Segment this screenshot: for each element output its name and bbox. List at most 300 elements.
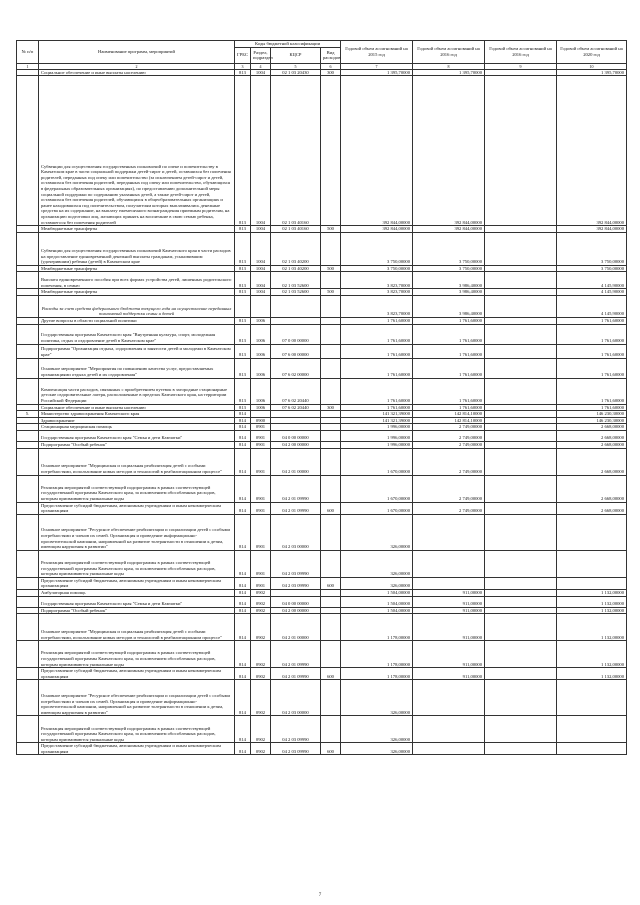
cell-c: 1 132,00000 bbox=[557, 589, 627, 596]
cell-n bbox=[17, 668, 39, 680]
cell-g: 813 bbox=[235, 378, 251, 404]
table-row bbox=[17, 448, 627, 475]
cell-r: 1004 bbox=[251, 69, 271, 76]
cell-n bbox=[17, 596, 39, 607]
table-row bbox=[17, 475, 627, 502]
cell-name: Компенсация части расходов, связанных с приобретением путевок в загородные стационарные детские оздоровительные лагеря, расположенные в пределах Камчатского края, на территории Российской Федерации bbox=[39, 378, 235, 404]
cell-k bbox=[271, 295, 321, 317]
column-index-cell: 7 bbox=[341, 63, 413, 69]
table-row bbox=[17, 614, 627, 641]
table-row bbox=[17, 378, 627, 404]
cell-v bbox=[321, 324, 341, 344]
cell-n bbox=[17, 378, 39, 404]
cell-g: 814 bbox=[235, 448, 251, 475]
cell-g: 814 bbox=[235, 596, 251, 607]
cell-b: 3 986,40000 bbox=[413, 295, 485, 317]
cell-v bbox=[321, 430, 341, 441]
cell-c2 bbox=[485, 448, 557, 475]
cell-b: 2 749,00000 bbox=[413, 502, 485, 514]
cell-c2 bbox=[485, 378, 557, 404]
cell-g: 814 bbox=[235, 441, 251, 448]
cell-c: 1 761,60000 bbox=[557, 404, 627, 411]
cell-b: 911,00000 bbox=[413, 596, 485, 607]
cell-c: 1 132,00000 bbox=[557, 641, 627, 668]
cell-v bbox=[321, 76, 341, 226]
cell-r: 0901 bbox=[251, 475, 271, 502]
header-codes-group: Коды бюджетной классификации bbox=[235, 41, 341, 48]
cell-c: 392 844,00000 bbox=[557, 226, 627, 233]
cell-r: 1006 bbox=[251, 317, 271, 324]
table-row bbox=[17, 344, 627, 358]
cell-v: 600 bbox=[321, 668, 341, 680]
cell-name: Основное мероприятие "Ресурсное обеспечение реабилитации и социализации детей с особыми потребностями и членов их семей. Организация и проведение информационно-просветительской кампании, направленной на развитие толерантности в отношении к детям, имеющим нарушения в развитии" bbox=[39, 514, 235, 550]
cell-k: 04 2 01 09990 bbox=[271, 668, 321, 680]
cell-v: 500 bbox=[321, 226, 341, 233]
cell-r: 0902 bbox=[251, 607, 271, 614]
table-row bbox=[17, 272, 627, 289]
cell-r: 0901 bbox=[251, 550, 271, 577]
cell-b: 911,00000 bbox=[413, 607, 485, 614]
cell-c bbox=[557, 680, 627, 716]
page-number: 7 bbox=[318, 893, 322, 898]
cell-name: Основное мероприятие "Мероприятия по повышению качества услуг, предоставляемых организациями отдыха детей и их оздоровления" bbox=[39, 358, 235, 378]
cell-c: 1 132,00000 bbox=[557, 596, 627, 607]
cell-a: 326,00000 bbox=[341, 550, 413, 577]
cell-r: 0902 bbox=[251, 641, 271, 668]
cell-r: 0902 bbox=[251, 589, 271, 596]
cell-b: 2 749,00000 bbox=[413, 441, 485, 448]
cell-n bbox=[17, 417, 39, 424]
cell-a: 1 761,60000 bbox=[341, 324, 413, 344]
header-ksr: КЦСР bbox=[271, 47, 321, 63]
cell-c: 2 668,00000 bbox=[557, 448, 627, 475]
cell-a: 141 321,39000 bbox=[341, 411, 413, 418]
cell-n bbox=[17, 404, 39, 411]
cell-v bbox=[321, 589, 341, 596]
cell-c2 bbox=[485, 430, 557, 441]
table-row bbox=[17, 76, 627, 226]
cell-b bbox=[413, 716, 485, 743]
table-body bbox=[17, 69, 627, 755]
cell-c: 3 750,00000 bbox=[557, 232, 627, 265]
cell-r: 0902 bbox=[251, 614, 271, 641]
column-index-cell: 4 bbox=[251, 63, 271, 69]
cell-v bbox=[321, 295, 341, 317]
table-row bbox=[17, 358, 627, 378]
cell-g: 814 bbox=[235, 424, 251, 431]
cell-g: 814 bbox=[235, 641, 251, 668]
cell-name: Государственная программа Камчатского края "Семья и дети Камчатки" bbox=[39, 430, 235, 441]
cell-c2 bbox=[485, 344, 557, 358]
table-row bbox=[17, 441, 627, 448]
cell-c: 2 668,00000 bbox=[557, 502, 627, 514]
cell-b: 142 814,10000 bbox=[413, 417, 485, 424]
table-row bbox=[17, 289, 627, 296]
cell-r: 1004 bbox=[251, 76, 271, 226]
table-row bbox=[17, 404, 627, 411]
cell-r bbox=[251, 295, 271, 317]
cell-n bbox=[17, 502, 39, 514]
cell-c: 4 145,90000 bbox=[557, 289, 627, 296]
cell-c2 bbox=[485, 680, 557, 716]
cell-k: 02 1 03 52600 bbox=[271, 289, 321, 296]
cell-b: 3 986,40000 bbox=[413, 272, 485, 289]
column-index-cell: 10 bbox=[557, 63, 627, 69]
cell-name: Основное мероприятие "Ресурсное обеспечение реабилитации и социализации детей с особыми потребностями и членов их семей. Организация и проведение информационно-просветительской кампании, направленной на развитие толерантности в отношении к детям, имеющим нарушения в развитии" bbox=[39, 680, 235, 716]
cell-c2 bbox=[485, 577, 557, 589]
cell-k: 02 1 03 40200 bbox=[271, 265, 321, 272]
cell-n bbox=[17, 69, 39, 76]
cell-g: 814 bbox=[235, 577, 251, 589]
cell-r: 1004 bbox=[251, 289, 271, 296]
cell-g: 814 bbox=[235, 668, 251, 680]
cell-k: 07 6 00 00000 bbox=[271, 344, 321, 358]
cell-b: 2 749,00000 bbox=[413, 424, 485, 431]
cell-v: 600 bbox=[321, 577, 341, 589]
cell-k: 04 2 03 09990 bbox=[271, 743, 321, 755]
cell-c: 146 230,30000 bbox=[557, 417, 627, 424]
table-row bbox=[17, 417, 627, 424]
table-row bbox=[17, 668, 627, 680]
cell-k: 07 6 02 00000 bbox=[271, 358, 321, 378]
cell-c: 1 761,60000 bbox=[557, 317, 627, 324]
header-2017: Годовой объем ассигнований на 2020 год bbox=[557, 41, 627, 64]
cell-c2 bbox=[485, 614, 557, 641]
cell-g: 813 bbox=[235, 358, 251, 378]
cell-v bbox=[321, 417, 341, 424]
cell-k: 02 1 03 40200 bbox=[271, 232, 321, 265]
cell-r: 1006 bbox=[251, 358, 271, 378]
cell-a: 1 761,60000 bbox=[341, 317, 413, 324]
cell-r: 1004 bbox=[251, 232, 271, 265]
cell-c2 bbox=[485, 502, 557, 514]
cell-a: 326,00000 bbox=[341, 743, 413, 755]
header-2016: Годовой объем ассигнований на 2016 год bbox=[413, 41, 485, 64]
cell-g: 813 bbox=[235, 232, 251, 265]
cell-name: Предоставление субсидий бюджетным, автономным учреждениям и иным некоммерческим организациям bbox=[39, 668, 235, 680]
cell-b: 1 395,70000 bbox=[413, 69, 485, 76]
cell-k: 04 2 01 09990 bbox=[271, 475, 321, 502]
cell-c: 2 668,00000 bbox=[557, 424, 627, 431]
cell-c2 bbox=[485, 76, 557, 226]
cell-g: 814 bbox=[235, 502, 251, 514]
table-row bbox=[17, 641, 627, 668]
cell-name: Министерство здравоохранения Камчатского края bbox=[39, 411, 235, 418]
cell-a: 1 761,60000 bbox=[341, 378, 413, 404]
cell-c: 1 132,00000 bbox=[557, 668, 627, 680]
table-row bbox=[17, 514, 627, 550]
cell-b: 1 761,60000 bbox=[413, 404, 485, 411]
cell-g: 813 bbox=[235, 344, 251, 358]
cell-k: 04 2 00 00000 bbox=[271, 441, 321, 448]
cell-c: 1 132,00000 bbox=[557, 614, 627, 641]
cell-b: 911,00000 bbox=[413, 668, 485, 680]
cell-c bbox=[557, 550, 627, 577]
cell-c2 bbox=[485, 317, 557, 324]
cell-c2 bbox=[485, 232, 557, 265]
cell-c2 bbox=[485, 475, 557, 502]
cell-n bbox=[17, 226, 39, 233]
header-2015: Годовой объем ассигнований на 2015 год bbox=[341, 41, 413, 64]
cell-v bbox=[321, 716, 341, 743]
cell-c: 4 145,90000 bbox=[557, 295, 627, 317]
cell-c: 1 132,00000 bbox=[557, 607, 627, 614]
cell-c bbox=[557, 577, 627, 589]
header-vr: Вид расходов bbox=[321, 47, 341, 63]
cell-k: 04 0 00 00000 bbox=[271, 430, 321, 441]
cell-r: 0902 bbox=[251, 743, 271, 755]
cell-c: 1 761,60000 bbox=[557, 378, 627, 404]
cell-n: 5. bbox=[17, 411, 39, 418]
cell-name: Межбюджетные трансферты bbox=[39, 289, 235, 296]
cell-n bbox=[17, 577, 39, 589]
cell-c bbox=[557, 716, 627, 743]
cell-a: 1 178,00000 bbox=[341, 641, 413, 668]
cell-r: 0902 bbox=[251, 668, 271, 680]
cell-k: 04 2 03 00000 bbox=[271, 514, 321, 550]
cell-n bbox=[17, 614, 39, 641]
cell-v: 500 bbox=[321, 289, 341, 296]
cell-r: 1006 bbox=[251, 404, 271, 411]
cell-k: 04 2 03 00000 bbox=[271, 680, 321, 716]
cell-v: 300 bbox=[321, 69, 341, 76]
cell-n bbox=[17, 448, 39, 475]
cell-n bbox=[17, 358, 39, 378]
cell-v bbox=[321, 596, 341, 607]
table-row bbox=[17, 550, 627, 577]
cell-v bbox=[321, 550, 341, 577]
cell-g: 814 bbox=[235, 716, 251, 743]
cell-k bbox=[271, 589, 321, 596]
cell-v bbox=[321, 411, 341, 418]
cell-a: 326,00000 bbox=[341, 680, 413, 716]
cell-k: 04 2 01 09990 bbox=[271, 641, 321, 668]
column-index-cell: 1 bbox=[17, 63, 39, 69]
table-row bbox=[17, 317, 627, 324]
cell-v: 600 bbox=[321, 743, 341, 755]
cell-name: Основное мероприятие "Медицинская и социальная реабилитация детей с особыми потребностями, использование новых методов и технологий в реабилитационном процессе" bbox=[39, 448, 235, 475]
column-index-cell: 6 bbox=[321, 63, 341, 69]
cell-name: Межбюджетные трансферты bbox=[39, 265, 235, 272]
cell-v bbox=[321, 680, 341, 716]
cell-v: 500 bbox=[321, 265, 341, 272]
cell-c: 1 761,60000 bbox=[557, 358, 627, 378]
cell-b: 1 761,60000 bbox=[413, 324, 485, 344]
document-page bbox=[16, 40, 626, 755]
cell-b: 3 750,00000 bbox=[413, 232, 485, 265]
cell-name: Межбюджетные трансферты bbox=[39, 226, 235, 233]
cell-k: 04 2 03 09990 bbox=[271, 550, 321, 577]
cell-a: 3 823,70000 bbox=[341, 295, 413, 317]
cell-g: 813 bbox=[235, 324, 251, 344]
cell-n bbox=[17, 76, 39, 226]
table-row bbox=[17, 743, 627, 755]
cell-g: 813 bbox=[235, 265, 251, 272]
cell-a: 3 750,00000 bbox=[341, 232, 413, 265]
cell-r bbox=[251, 411, 271, 418]
cell-b bbox=[413, 680, 485, 716]
cell-r: 0900 bbox=[251, 417, 271, 424]
cell-g bbox=[235, 295, 251, 317]
cell-k bbox=[271, 424, 321, 431]
cell-n bbox=[17, 317, 39, 324]
cell-k: 07 0 00 00000 bbox=[271, 324, 321, 344]
cell-b: 1 761,60000 bbox=[413, 378, 485, 404]
cell-g: 814 bbox=[235, 417, 251, 424]
cell-c: 4 145,90000 bbox=[557, 272, 627, 289]
cell-b bbox=[413, 743, 485, 755]
cell-v bbox=[321, 317, 341, 324]
cell-c2 bbox=[485, 411, 557, 418]
cell-n bbox=[17, 430, 39, 441]
cell-v: 600 bbox=[321, 502, 341, 514]
cell-a: 1 670,00000 bbox=[341, 502, 413, 514]
table-row bbox=[17, 232, 627, 265]
cell-name: Социальное обеспечение и иные выплаты населению bbox=[39, 404, 235, 411]
cell-name: Государственная программа Камчатского края "Семья и дети Камчатки" bbox=[39, 596, 235, 607]
cell-c2 bbox=[485, 514, 557, 550]
cell-c: 1 395,70000 bbox=[557, 69, 627, 76]
column-index-cell: 9 bbox=[485, 63, 557, 69]
cell-name: Предоставление субсидий бюджетным, автономным учреждениям и иным некоммерческим организациям bbox=[39, 743, 235, 755]
cell-v bbox=[321, 424, 341, 431]
cell-a: 1 504,00000 bbox=[341, 607, 413, 614]
cell-r: 0902 bbox=[251, 596, 271, 607]
cell-name: Другие вопросы в области социальной политики bbox=[39, 317, 235, 324]
table-row bbox=[17, 424, 627, 431]
cell-g: 813 bbox=[235, 272, 251, 289]
cell-v bbox=[321, 475, 341, 502]
cell-k: 04 2 00 00000 bbox=[271, 607, 321, 614]
cell-b: 1 761,60000 bbox=[413, 317, 485, 324]
cell-c2 bbox=[485, 226, 557, 233]
cell-g: 813 bbox=[235, 69, 251, 76]
cell-b bbox=[413, 550, 485, 577]
cell-c2 bbox=[485, 596, 557, 607]
cell-b: 1 761,60000 bbox=[413, 358, 485, 378]
cell-c2 bbox=[485, 607, 557, 614]
cell-k: 02 1 03 40160 bbox=[271, 226, 321, 233]
cell-b: 911,00000 bbox=[413, 614, 485, 641]
cell-b bbox=[413, 514, 485, 550]
cell-k bbox=[271, 317, 321, 324]
cell-a: 392 844,00000 bbox=[341, 76, 413, 226]
cell-r: 0901 bbox=[251, 441, 271, 448]
cell-name: Реализация мероприятий соответствующей подпрограммы в рамках соответствующей государственной программы Камчатского края, за исключением обособленных расходов, которым присваиваются уникальные коды bbox=[39, 475, 235, 502]
cell-r: 0901 bbox=[251, 430, 271, 441]
cell-name: Реализация мероприятий соответствующей подпрограммы в рамках соответствующей государственной программы Камчатского края, за исключением обособленных расходов, которым присваиваются уникальные коды bbox=[39, 641, 235, 668]
cell-a: 392 844,00000 bbox=[341, 226, 413, 233]
cell-c2 bbox=[485, 272, 557, 289]
header-num: № п/п bbox=[17, 41, 39, 64]
table-row bbox=[17, 265, 627, 272]
cell-n bbox=[17, 514, 39, 550]
cell-k: 04 2 01 09990 bbox=[271, 502, 321, 514]
cell-g: 814 bbox=[235, 475, 251, 502]
cell-g: 813 bbox=[235, 404, 251, 411]
cell-a: 1 395,70000 bbox=[341, 69, 413, 76]
cell-g: 814 bbox=[235, 550, 251, 577]
cell-n bbox=[17, 550, 39, 577]
cell-b: 392 844,00000 bbox=[413, 76, 485, 226]
cell-g: 814 bbox=[235, 614, 251, 641]
cell-v bbox=[321, 232, 341, 265]
header-razdel: Раздел, подраздел bbox=[251, 47, 271, 63]
cell-g: 814 bbox=[235, 680, 251, 716]
cell-c2 bbox=[485, 69, 557, 76]
cell-a: 326,00000 bbox=[341, 577, 413, 589]
cell-a: 1 761,60000 bbox=[341, 404, 413, 411]
budget-table bbox=[16, 40, 627, 755]
cell-c: 3 750,00000 bbox=[557, 265, 627, 272]
cell-a: 1 178,00000 bbox=[341, 614, 413, 641]
cell-name: Социальное обеспечение и иные выплаты населению bbox=[39, 69, 235, 76]
cell-v bbox=[321, 344, 341, 358]
cell-n bbox=[17, 424, 39, 431]
cell-c: 2 668,00000 bbox=[557, 430, 627, 441]
cell-n bbox=[17, 232, 39, 265]
cell-v bbox=[321, 514, 341, 550]
cell-b: 392 844,00000 bbox=[413, 226, 485, 233]
cell-name: Основное мероприятие "Медицинская и социальная реабилитация детей с особыми потребностями, использование новых методов и технологий в реабилитационном процессе" bbox=[39, 614, 235, 641]
cell-name: Реализация мероприятий соответствующей подпрограммы в рамках соответствующей государственной программы Камчатского края, за исключением обособленных расходов, которым присваиваются уникальные коды bbox=[39, 716, 235, 743]
header-name: Наименование программ, мероприятий bbox=[39, 41, 235, 64]
table-row bbox=[17, 411, 627, 418]
header-2016b: Годовой объем ассигнований на 2016 год bbox=[485, 41, 557, 64]
cell-name: Расходы за счет средств федерального бюджета текущего года на осуществление переданных полномочий поддержки семьи и детей bbox=[39, 295, 235, 317]
cell-name: Предоставление субсидий бюджетным, автономным учреждениям и иным некоммерческим организациям bbox=[39, 502, 235, 514]
column-index-cell: 2 bbox=[39, 63, 235, 69]
cell-a: 1 761,60000 bbox=[341, 344, 413, 358]
cell-n bbox=[17, 344, 39, 358]
column-index-cell: 8 bbox=[413, 63, 485, 69]
cell-c2 bbox=[485, 404, 557, 411]
cell-c2 bbox=[485, 265, 557, 272]
header-grbs: ГРБС bbox=[235, 47, 251, 63]
cell-b bbox=[413, 577, 485, 589]
cell-b: 2 749,00000 bbox=[413, 475, 485, 502]
cell-c: 146 230,30000 bbox=[557, 411, 627, 418]
table-row bbox=[17, 69, 627, 76]
table-row bbox=[17, 716, 627, 743]
cell-b: 3 750,00000 bbox=[413, 265, 485, 272]
table-row bbox=[17, 226, 627, 233]
cell-v bbox=[321, 641, 341, 668]
cell-r: 1006 bbox=[251, 378, 271, 404]
cell-a: 3 823,70000 bbox=[341, 272, 413, 289]
cell-r: 0901 bbox=[251, 502, 271, 514]
table-row bbox=[17, 324, 627, 344]
table-row bbox=[17, 577, 627, 589]
cell-name: Государственная программа Камчатского края "Внутренняя культура, спорт, молодежная политика, отдых и оздоровление детей в Камчатском крае" bbox=[39, 324, 235, 344]
cell-v bbox=[321, 448, 341, 475]
cell-c2 bbox=[485, 668, 557, 680]
cell-k: 02 1 03 52600 bbox=[271, 272, 321, 289]
table-row bbox=[17, 502, 627, 514]
cell-v bbox=[321, 614, 341, 641]
column-index-cell: 5 bbox=[271, 63, 321, 69]
cell-a: 1 504,00000 bbox=[341, 589, 413, 596]
cell-name: Подпрограмма "Организация отдыха, оздоровления и занятости детей и молодежи в Камчатском крае" bbox=[39, 344, 235, 358]
cell-v bbox=[321, 358, 341, 378]
cell-r: 1006 bbox=[251, 344, 271, 358]
cell-c: 392 844,00000 bbox=[557, 76, 627, 226]
cell-name: Субвенции для осуществления государственных полномочий Камчатского края в части расходов на предоставление единовременной денежной выплаты гражданам, усыновившим (удочерившим) ребенка (детей) в Камчатском крае bbox=[39, 232, 235, 265]
cell-k: 07 6 02 20440 bbox=[271, 378, 321, 404]
cell-k: 04 2 01 00000 bbox=[271, 614, 321, 641]
cell-n bbox=[17, 272, 39, 289]
cell-k: 04 0 00 00000 bbox=[271, 596, 321, 607]
